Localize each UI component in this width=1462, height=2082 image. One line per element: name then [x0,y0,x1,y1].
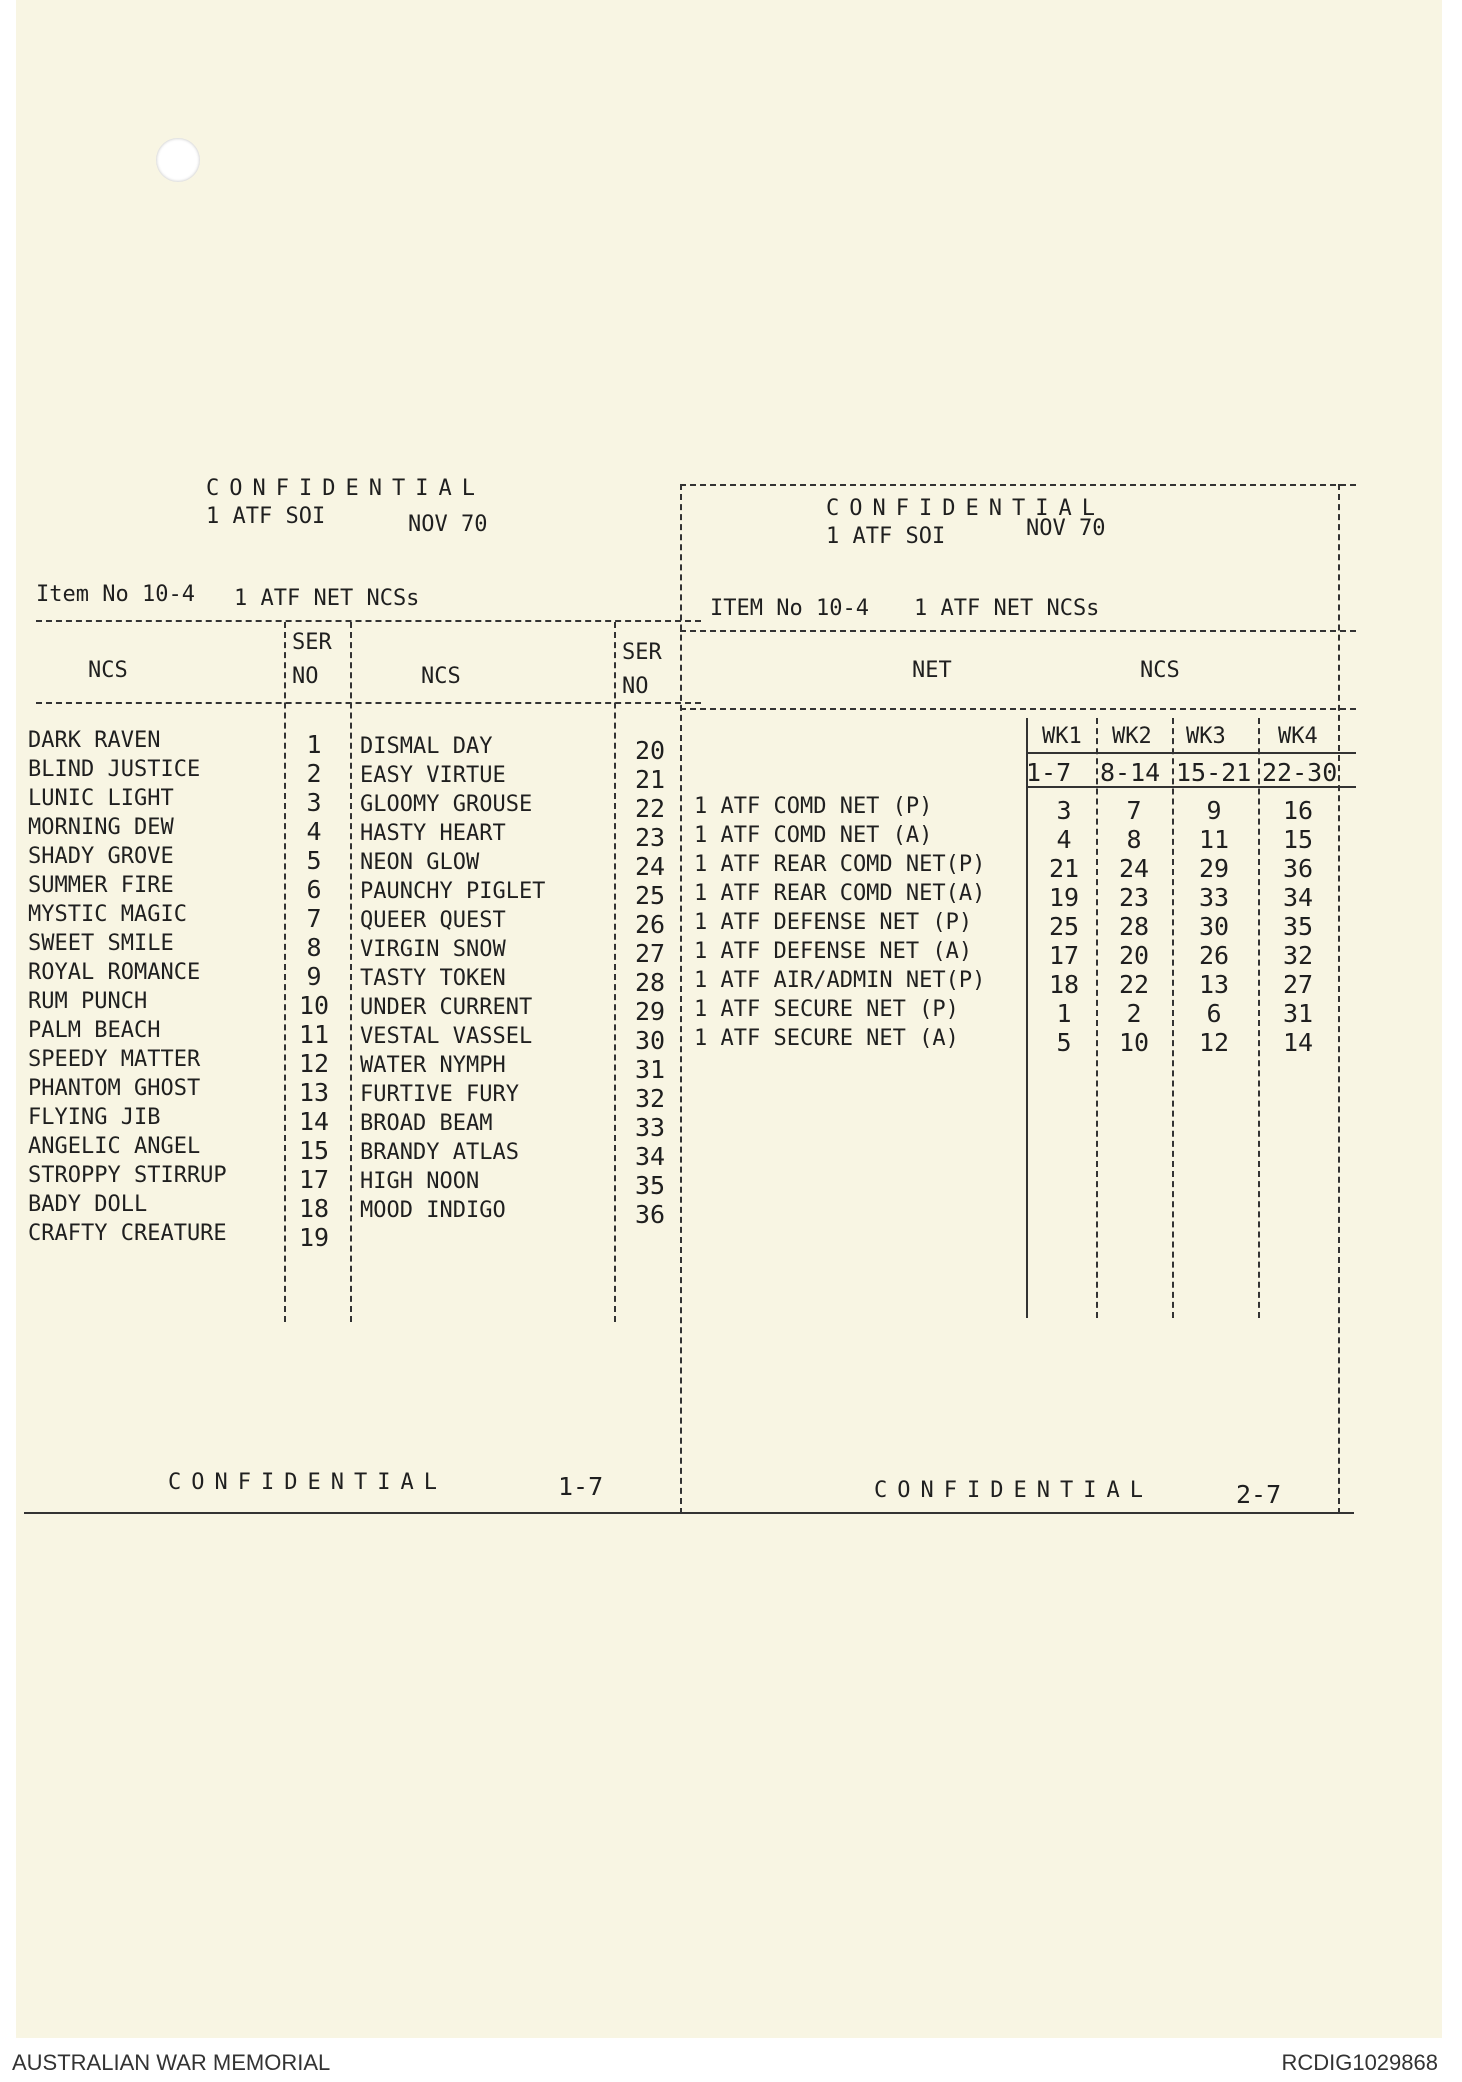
left-page-number: 1-7 [558,1472,604,1501]
net-name: 1 ATF COMD NET (P) [694,794,933,819]
wk-header-rule [1026,752,1356,754]
ser-no: 10 [298,991,330,1020]
ncs-name: RUM PUNCH [28,989,148,1014]
right-soi: 1 ATF SOI [826,524,946,549]
week-label: WK2 [1112,724,1152,749]
week-days: 22-30 [1262,758,1338,787]
ncs-number: 35 [1282,912,1314,941]
ncs-name: DISMAL DAY [360,734,493,759]
net-name: 1 ATF DEFENSE NET (P) [694,910,973,935]
net-name: 1 ATF REAR COMD NET(P) [694,852,986,877]
ncs-name: CRAFTY CREATURE [28,1221,227,1246]
right-col-net: NET [912,658,952,683]
wk-col-divider-1 [1096,718,1098,1318]
ncs-name: PALM BEACH [28,1018,161,1043]
week-label: WK1 [1042,724,1082,749]
ncs-name: BADY DOLL [28,1192,148,1217]
ser-no: 24 [634,852,666,881]
week-label: WK4 [1278,724,1318,749]
right-date: NOV 70 [1026,516,1106,541]
ncs-name: BROAD BEAM [360,1111,493,1136]
left-item-title: 1 ATF NET NCSs [234,586,420,611]
ncs-number: 24 [1118,854,1150,883]
ncs-name: SUMMER FIRE [28,873,174,898]
right-footer-classification: CONFIDENTIAL [874,1478,1153,1503]
right-classification: CONFIDENTIAL [826,496,1105,521]
ser-no: 35 [634,1171,666,1200]
ser-no: 8 [306,933,322,962]
ncs-number: 36 [1282,854,1314,883]
ncs-number: 10 [1118,1028,1150,1057]
ncs-number: 13 [1198,970,1230,999]
ser-no: 19 [298,1223,330,1252]
ncs-name: STROPPY STIRRUP [28,1163,227,1188]
ncs-name: PAUNCHY PIGLET [360,879,546,904]
ncs-number: 25 [1048,912,1080,941]
week-days: 8-14 [1100,758,1161,787]
ser-no: 23 [634,823,666,852]
ncs-number: 26 [1198,941,1230,970]
ser-no: 30 [634,1026,666,1055]
left-classification: CONFIDENTIAL [206,476,485,501]
ser-no: 17 [298,1165,330,1194]
ncs-name: EASY VIRTUE [360,763,506,788]
ncs-number: 29 [1198,854,1230,883]
left-date: NOV 70 [408,512,488,537]
ncs-name: GLOOMY GROUSE [360,792,533,817]
punch-hole [156,138,200,182]
left-col-ncs-2: NCS [421,664,461,689]
ser-no: 12 [298,1049,330,1078]
ncs-name: SHADY GROVE [28,844,174,869]
ncs-number: 4 [1056,825,1072,854]
ser-no: 3 [306,788,322,817]
ser-no: 9 [306,962,322,991]
left-header-rule-bottom [36,702,701,704]
ncs-name: VIRGIN SNOW [360,937,506,962]
ncs-name: VESTAL VASSEL [360,1024,533,1049]
ncs-name: ROYAL ROMANCE [28,960,201,985]
ncs-number: 18 [1048,970,1080,999]
ncs-number: 32 [1282,941,1314,970]
archive-footer-left: AUSTRALIAN WAR MEMORIAL [12,2050,331,2075]
ncs-number: 19 [1048,883,1080,912]
ncs-name: DARK RAVEN [28,728,161,753]
ncs-number: 3 [1056,796,1072,825]
ncs-number: 8 [1126,825,1142,854]
left-col-ser-no-2: SER NO [622,640,662,699]
ncs-number: 15 [1282,825,1314,854]
archive-footer-right: RCDIG1029868 [1281,2050,1438,2075]
ser-no: 28 [634,968,666,997]
ncs-number: 6 [1206,999,1222,1028]
ncs-number: 1 [1056,999,1072,1028]
ncs-number: 21 [1048,854,1080,883]
left-col-divider-2 [350,622,352,1322]
ser-no: 2 [306,759,322,788]
net-name: 1 ATF DEFENSE NET (A) [694,939,973,964]
ncs-name: FLYING JIB [28,1105,161,1130]
ncs-number: 11 [1198,825,1230,854]
ncs-number: 31 [1282,999,1314,1028]
ser-no: 25 [634,881,666,910]
ser-no: 13 [298,1078,330,1107]
ncs-name: WATER NYMPH [360,1053,506,1078]
ncs-name: HASTY HEART [360,821,506,846]
wk-col-divider-0 [1026,718,1028,1318]
ncs-number: 16 [1282,796,1314,825]
ser-no: 18 [298,1194,330,1223]
ser-no: 22 [634,794,666,823]
ncs-name: MORNING DEW [28,815,174,840]
right-item-no: ITEM No 10-4 [710,596,869,621]
document-page [16,0,1442,2038]
ncs-name: MYSTIC MAGIC [28,902,187,927]
ncs-number: 30 [1198,912,1230,941]
week-days: 15-21 [1176,758,1252,787]
net-name: 1 ATF SECURE NET (A) [694,1026,959,1051]
ncs-name: QUEER QUEST [360,908,506,933]
net-name: 1 ATF REAR COMD NET(A) [694,881,986,906]
ncs-name: PHANTOM GHOST [28,1076,201,1101]
ser-no: 32 [634,1084,666,1113]
ser-no: 7 [306,904,322,933]
ser-no: 4 [306,817,322,846]
ncs-number: 9 [1206,796,1222,825]
ncs-number: 2 [1126,999,1142,1028]
week-days: 1-7 [1026,758,1072,787]
right-top-rule [680,484,1356,486]
ncs-name: HIGH NOON [360,1169,480,1194]
left-col-divider-3 [614,622,616,1322]
ncs-number: 14 [1282,1028,1314,1057]
ser-no: 11 [298,1020,330,1049]
left-item-no: Item No 10-4 [36,582,195,607]
ncs-name: TASTY TOKEN [360,966,506,991]
ncs-number: 17 [1048,941,1080,970]
wk-col-divider-3 [1258,718,1260,1318]
right-header-rule-top [680,630,1356,632]
ncs-number: 28 [1118,912,1150,941]
ncs-number: 20 [1118,941,1150,970]
week-label: WK3 [1186,724,1226,749]
ser-no: 6 [306,875,322,904]
ser-no: 27 [634,939,666,968]
ncs-number: 12 [1198,1028,1230,1057]
right-col-ncs: NCS [1140,658,1180,683]
center-divider [680,484,682,1514]
right-header-rule-bottom [680,708,1356,710]
ncs-number: 22 [1118,970,1150,999]
ser-no: 31 [634,1055,666,1084]
right-page-number: 2-7 [1236,1480,1282,1509]
left-header-rule-top [36,620,701,622]
ncs-number: 34 [1282,883,1314,912]
right-edge-rule [1338,484,1340,1514]
ser-no: 20 [634,736,666,765]
bleed-through-text [56,80,70,105]
ser-no: 14 [298,1107,330,1136]
ncs-name: BLIND JUSTICE [28,757,201,782]
ncs-number: 23 [1118,883,1150,912]
net-name: 1 ATF AIR/ADMIN NET(P) [694,968,986,993]
ser-no: 1 [306,730,322,759]
ncs-name: BRANDY ATLAS [360,1140,519,1165]
ser-no: 34 [634,1142,666,1171]
right-item-title: 1 ATF NET NCSs [914,596,1100,621]
net-name: 1 ATF SECURE NET (P) [694,997,959,1022]
ncs-number: 7 [1126,796,1142,825]
ncs-name: MOOD INDIGO [360,1198,506,1223]
ser-no: 26 [634,910,666,939]
ncs-name: NEON GLOW [360,850,480,875]
ncs-name: UNDER CURRENT [360,995,533,1020]
ncs-name: LUNIC LIGHT [28,786,174,811]
ser-no: 15 [298,1136,330,1165]
ser-no: 29 [634,997,666,1026]
ncs-number: 5 [1056,1028,1072,1057]
ncs-number: 33 [1198,883,1230,912]
left-footer-classification: CONFIDENTIAL [168,1470,447,1495]
ncs-name: SPEEDY MATTER [28,1047,201,1072]
left-col-ser-no: SER NO [292,630,332,689]
ser-no: 21 [634,765,666,794]
bottom-fold-rule [24,1512,1354,1514]
left-soi: 1 ATF SOI [206,504,326,529]
ser-no: 33 [634,1113,666,1142]
ncs-name: FURTIVE FURY [360,1082,519,1107]
ncs-name: SWEET SMILE [28,931,174,956]
ncs-name: ANGELIC ANGEL [28,1134,201,1159]
wk-col-divider-2 [1172,718,1174,1318]
ncs-number: 27 [1282,970,1314,999]
ser-no: 36 [634,1200,666,1229]
ser-no: 5 [306,846,322,875]
net-name: 1 ATF COMD NET (A) [694,823,933,848]
left-col-ncs: NCS [88,658,128,683]
